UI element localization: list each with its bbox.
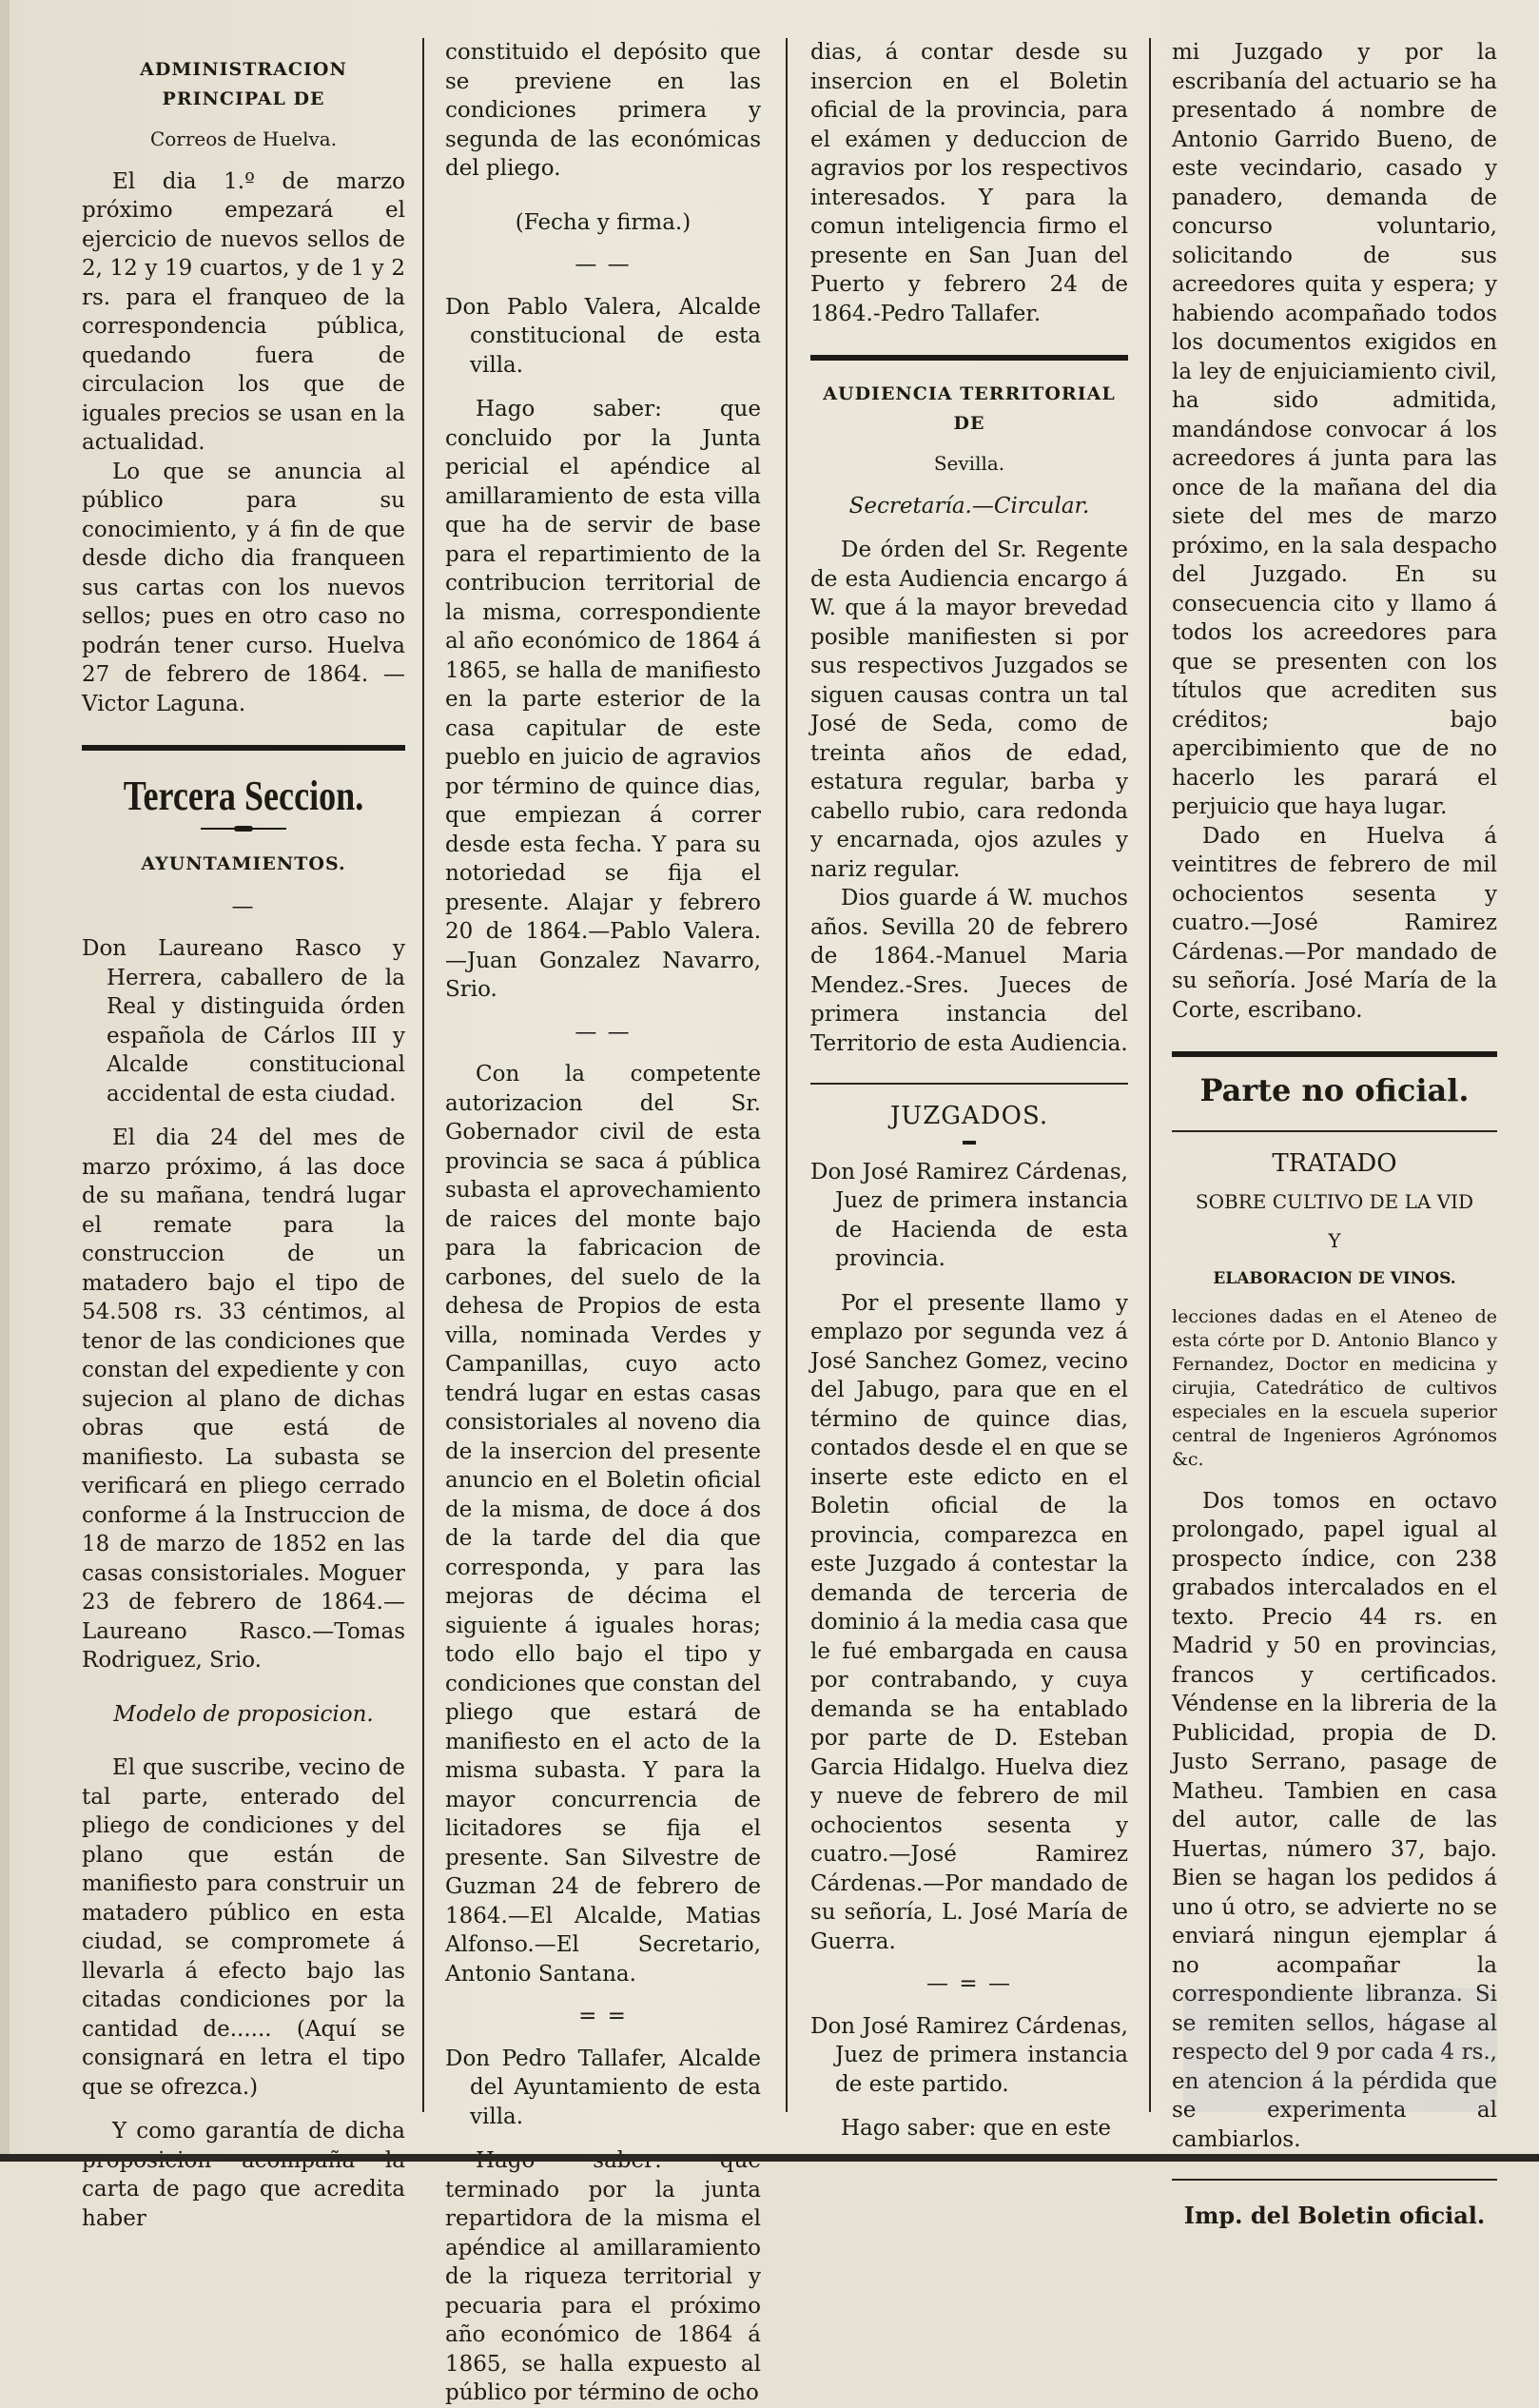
concurso-paragraph: mi Juzgado y por la escribanía del actuario se ha presentado á nombre de Antonio Garrido Bueno, de este vecindario, casado y panadero, demanda de concurso voluntario, solicitando de sus acreedores quita y espera; y habiendo acompañado todos los documentos exigidos en la ley de enjuiciamiento civil, ha sido admitida, mandándose convocar á los acreedores á junta para las once de la mañana del dia siete del mes de marzo próximo, en la sala despacho del Juzgado. En su consecuencia cito y llamo á todos los acreedores para que se presenten con los títulos que acrediten sus créditos; bajo apercibimiento que de no hacerlo les parará el perjuicio que haya lugar. bbox=[1172, 40, 1497, 819]
section-rule bbox=[82, 745, 405, 751]
ramirez-paragraph-1: Por el presente llamo y emplazo por segunda vez á José Sanchez Gomez, vecino del Jabugo, para que en el término de quince dias, contados desde el en que se inserte este edicto en el Boletin oficial de la provincia, comparezca en este Juzgado á contestar la demanda de terceria de dominio á la media casa que le fué embargada en causa por contrabando, y cuya demanda se ha entablado por parte de D. Esteban Garcia Hidalgo. Huelva diez y nueve de febrero de mil ochocientos sesenta y cuatro.—José Ramirez Cárdenas.—Por mandado de su señoría, L. José María de Guerra. bbox=[810, 1290, 1128, 1954]
column-4 bbox=[1172, 38, 1497, 2229]
modelo-paragraph-2: Y como garantía de dicha carta de pago que acredita haber bbox=[82, 2119, 405, 2231]
rasco-heading: Don Laureano Rasco y Herrera, caballero de la Real y distinguida órden española de Cárlos III y Alcalde constitucional accidental de esta ciudad. bbox=[82, 936, 405, 1106]
column-divider-3 bbox=[1149, 38, 1151, 2112]
tratado-heading: TRATADO bbox=[1272, 1148, 1397, 1178]
tallafer-heading: Don Pedro Tallafer, Alcalde del Ayuntamiento de esta villa. bbox=[445, 2046, 761, 2129]
audiencia-heading: AUDIENCIA TERRITORIAL DE bbox=[823, 383, 1116, 434]
valera-paragraph: Hago saber: que concluido por la Junta pericial el apéndice al amillaramiento de esta villa que ha de servir de base para el repartimiento de la contribucion territorial de la misma, correspondiente al año económico de 1864 á 1865, se halla de manifiesto en la parte esterior de la casa capitular de este pueblo en juicio de agravios por término de quince dias, que empiezan á correr desde esta fecha. Y para su notoriedad se fija el presente. Alajar y febrero 20 de 1864.—Pablo Valera.—Juan Gonzalez Navarro, Srio. bbox=[445, 397, 761, 1002]
modelo-heading: Modelo de proposicion. bbox=[113, 1701, 374, 1727]
tratado-description: lecciones dadas en el Ateneo de esta córte por D. Antonio Blanco y Fernandez, Doctor en medicina y cirujia, Catedrático de cultivos especiales en la escuela superior central de Ingenieros Agrónomos &c. bbox=[1172, 1305, 1497, 1470]
section-rule bbox=[1172, 1051, 1497, 1057]
column-divider-2 bbox=[786, 38, 788, 2112]
section-rule bbox=[1172, 2179, 1497, 2181]
modelo-paragraph-1: El que suscribe, vecino de tal parte, enterado del pliego de condiciones y del plano que están de manifiesto para construir un matadero público en esta ciudad, se compromete á llevarla á efecto bajo las citadas condiciones por la cantidad de...... (Aquí se consignará en letra el tipo que se ofrezca.) bbox=[82, 1755, 405, 2100]
section-rule bbox=[810, 1083, 1128, 1085]
column-1 bbox=[82, 38, 405, 2231]
separator-dash: — — bbox=[575, 1019, 632, 1045]
ramirez-heading-1: Don José Ramirez Cárdenas, Juez de primera instancia de Hacienda de esta provincia. bbox=[810, 1159, 1128, 1271]
concurso-date-paragraph: Dado en Huelva á veintitres de febrero de mil ochocientos sesenta y cuatro.—José Ramirez Cárdenas.—Por mandado de su señoría. José María de la Corte, escribano. bbox=[1172, 823, 1497, 1023]
imprenta-footer: Imp. del Boletin oficial. bbox=[1183, 2202, 1486, 2229]
parte-no-oficial-heading: Parte no oficial. bbox=[1199, 1072, 1470, 1108]
tallafer-paragraph: terminado por la junta repartidora de la misma el apéndice al amillaramiento de la riqueza territorial y pecuaria para el próximo año económico de 1864 á 1865, se halla expuesto al público por término de ocho bbox=[445, 2177, 761, 2405]
correos-subheading: Correos de Huelva. bbox=[149, 127, 338, 150]
separator-dash: — — bbox=[575, 252, 632, 277]
section-rule bbox=[1172, 1130, 1497, 1132]
section-title: Tercera Seccion. bbox=[123, 773, 364, 819]
tratado-elaboracion: ELABORACION DE VINOS. bbox=[1213, 1269, 1456, 1288]
audiencia-paragraph-1: De órden del Sr. Regente de esta Audiencia encargo á W. que á la mayor brevedad posible manifiesten si por sus respectivos Juzgados se siguen causas contra un tal José de Seda, como de treinta años de edad, estatura regular, barba y cabello rubio, cara redonda y encarnada, ojos azules y nariz regular. bbox=[810, 538, 1128, 882]
separator-dash: — bbox=[231, 893, 256, 919]
juzgados-heading: JUZGADOS. bbox=[889, 1102, 1049, 1130]
tratado-subheading: SOBRE CULTIVO DE LA VID bbox=[1195, 1190, 1474, 1213]
column-divider-1 bbox=[422, 38, 424, 2112]
column-3 bbox=[810, 38, 1128, 2141]
tratado-y: Y bbox=[1328, 1228, 1341, 1252]
ramirez-heading-2: Don José Ramirez Cárdenas, Juez de primera instancia de este partido. bbox=[810, 2013, 1128, 2097]
library-stamp bbox=[1183, 1988, 1497, 2112]
correos-paragraph-2: Lo que se anuncia al público para su conocimiento, y á fin de que desde dicho dia franqueen sus cartas con los nuevos sellos; pues en otro caso no podrán tener curso. Huelva 27 de febrero de 1864. —Victor Laguna. bbox=[82, 459, 405, 716]
fecha-firma: (Fecha y firma.) bbox=[515, 209, 692, 235]
ramirez-paragraph-2: Hago saber: que en este bbox=[841, 2116, 1112, 2141]
correos-heading: ADMINISTRACION PRINCIPAL DE bbox=[140, 59, 347, 109]
page-left-edge bbox=[0, 0, 10, 2162]
page-bottom-edge bbox=[0, 2154, 1539, 2162]
audiencia-subheading: Sevilla. bbox=[933, 452, 1005, 475]
deposito-continuation: constituido el depósito que se previene en las condiciones primera y segunda de las económicas del pliego. bbox=[445, 40, 761, 181]
separator-dash: — = — bbox=[926, 1971, 1012, 1996]
ayuntamientos-heading: AYUNTAMIENTOS. bbox=[141, 853, 346, 874]
correos-paragraph-1: El dia 1.º de marzo próximo empezará el ejercicio de nuevos sellos de 2, 12 y 19 cuartos, y de 1 y 2 rs. para el franqueo de la correspondencia pública, quedando fuera de circulacion los que de iguales precios se usan en la actualidad. bbox=[82, 168, 405, 455]
section-rule bbox=[810, 355, 1128, 361]
separator-dash: = = bbox=[578, 2004, 628, 2028]
valera-heading: Don Pablo Valera, Alcalde constitucional de esta villa. bbox=[445, 294, 761, 378]
mini-divider bbox=[963, 1141, 976, 1145]
audiencia-paragraph-2: Dios guarde á W. muchos años. Sevilla 20 de febrero de 1864.-Manuel Maria Mendez.-Sres. Jueces de primera instancia del Territorio de esta Audiencia. bbox=[810, 886, 1128, 1056]
column-2 bbox=[445, 38, 761, 2405]
ornament-divider bbox=[201, 825, 286, 832]
audiencia-circular: Secretaría.—Circular. bbox=[848, 493, 1090, 519]
rasco-paragraph: El dia 24 del mes de marzo próximo, á las doce de su mañana, tendrá lugar el remate para la construccion de un matadero bajo el tipo de 54.508 rs. 33 céntimos, al tenor de las condiciones que constan del expediente y con sujecion al plano de dichas obras que está de manifiesto. La subasta se verificará en pliego cerrado conforme á la Instruccion de 18 de marzo de 1852 en las casas consistoriales. Moguer 23 de febrero de 1864.—Laureano Rasco.—Tomas Rodriguez, Srio. bbox=[82, 1126, 405, 1673]
subasta-paragraph: Con la competente autorizacion del Sr. Gobernador civil de esta provincia se saca á pública subasta el aprovechamiento de raices del monte bajo para la fabricacion de carbones, del suelo de la dehesa de Propios de esta villa, nominada Verdes y Campanillas, cuyo acto tendrá lugar en estas casas consistoriales al noveno dia de la insercion del presente anuncio en el Boletin oficial de la misma, de doce á dos de la tarde del dia que corresponda, y para las mejoras de décima el siguiente á iguales horas; todo ello bajo el tipo y condiciones que constan del pliego que estará de manifiesto en el acto de la misma subasta. Y para la mayor concurrencia de licitadores se fija el presente. San Silvestre de Guzman 24 de febrero de 1864.—El Alcalde, Matias Alfonso.—El Secretario, Antonio Santana. bbox=[445, 1062, 761, 1987]
tratado-paragraph: Dos tomos en octavo prolongado, papel igual al prospecto índice, con 238 grabados intercalados en el texto. Precio 44 rs. en Madrid y 50 en provincias, francos y certificados. Véndense en la libreria de la Publicidad, propia de D. Justo Serrano, pasage de Matheu. Tambien en casa del autor, calle de las Huertas, número 37, bajo. Bien se hagan los pedidos á uno ú otro, se advierte no se enviará ningun ejemplar á no acompañar la correspondiente libranza. Si se remiten sellos, hágase al respecto del 9 por cada 4 rs., en atencion á la pérdida que se experimenta al cambiarlos. bbox=[1172, 1488, 1497, 2152]
tallafer-continuation: dias, á contar desde su insercion en el Boletin oficial de la provincia, para el exámen y deduccion de agravios por los respectivos interesados. Y para la comun inteligencia firmo el presente en San Juan del Puerto y febrero 24 de 1864.-Pedro Tallafer. bbox=[810, 40, 1128, 326]
